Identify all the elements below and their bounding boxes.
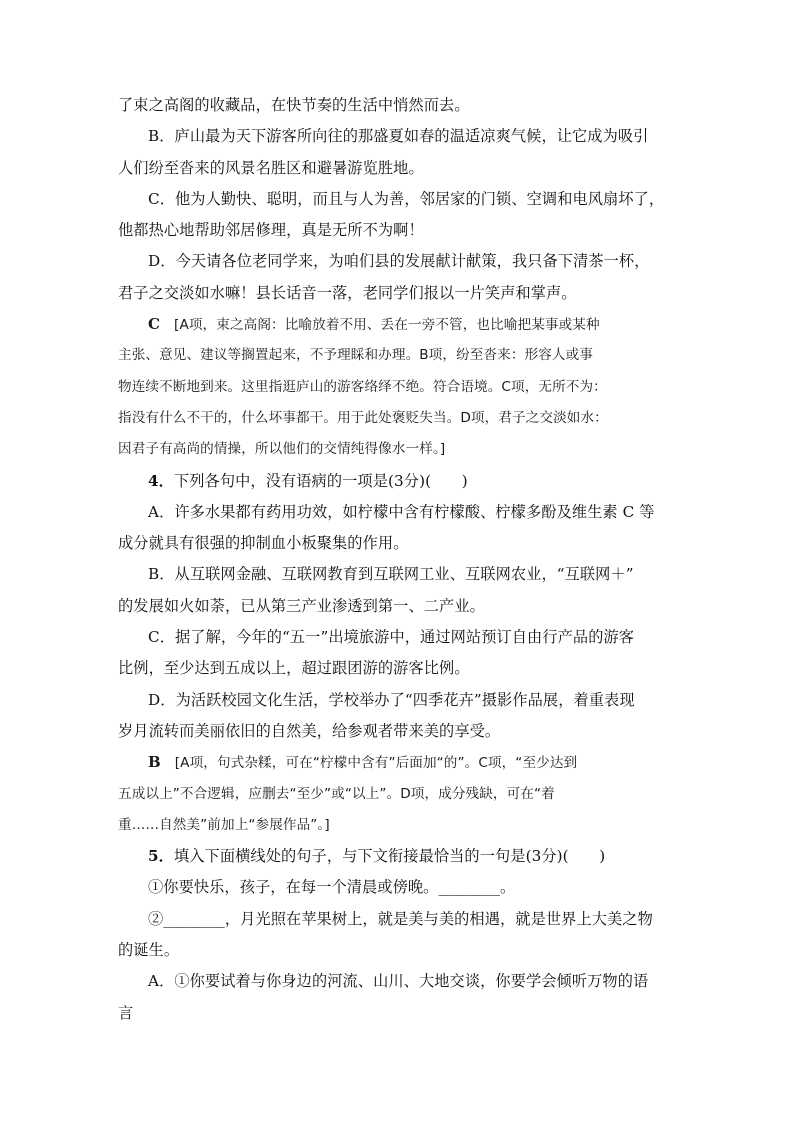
option-b-line: B．从互联网金融、互联网教育到互联网工业、互联网农业，“互联网＋”: [148, 565, 634, 584]
text-line: 人们纷至沓来的风景名胜区和避暑游览胜地。: [118, 158, 424, 177]
text-line: 的发展如火如荼，已从第三产业渗透到第一、二产业。: [118, 596, 485, 615]
question-number: 4．: [148, 471, 174, 490]
answer-key: B: [148, 753, 161, 772]
text-line: 言: [118, 1003, 134, 1022]
question-text: 下列各句中，没有语病的一项是(3分)( ): [173, 471, 468, 490]
blank-sentence-2: ②________，月光照在苹果树上，就是美与美的相遇，就是世界上大美之物: [148, 909, 653, 928]
question-number: 5．: [148, 847, 174, 866]
text-line: 君子之交淡如水嘛！县长话音一落，老同学们报以一片笑声和掌声。: [118, 283, 577, 302]
option-a-line: A．许多水果都有药用功效，如柠檬中含有柠檬酸、柠檬多酚及维生素 C 等: [148, 502, 655, 521]
text-line: 他都热心地帮助邻居修理，真是无所不为啊！: [118, 221, 424, 240]
question-text: 填入下面横线处的句子，与下文衔接最恰当的一句是(3分)( ): [173, 847, 606, 866]
explanation-line: 指没有什么不干的，什么坏事都干。用于此处褒贬失当。D项，君子之交淡如水：: [118, 409, 608, 426]
text-line: 成分就具有很强的抑制血小板聚集的作用。: [118, 534, 409, 553]
document-page: [118, 90, 678, 1029]
text-line: 的诞生。: [118, 941, 180, 960]
text-line: 了束之高阁的收藏品，在快节奏的生活中悄然而去。: [118, 96, 470, 114]
option-b-line: B．庐山最为天下游客所向往的那盛夏如春的温适凉爽气候，让它成为吸引: [148, 127, 649, 146]
explanation-line: 因君子有高尚的情操，所以他们的交情纯得像水一样。]: [118, 441, 446, 458]
answer-key: C: [148, 315, 161, 334]
explanation-line: 重……自然美”前加上“参展作品”。]: [118, 816, 330, 833]
explanation-line: 五成以上”不合逻辑，应删去“至少”或“以上”。D项，成分残缺，可在“着: [118, 785, 555, 802]
option-c-line: C．他为人勤快、聪明，而且与人为善，邻居家的门锁、空调和电风扇坏了，: [148, 189, 665, 208]
explanation-line: 物连续不断地到来。这里指逛庐山的游客络绎不绝。符合语境。C项，无所不为：: [118, 378, 607, 395]
answer-explanation-line: [118, 747, 678, 778]
option-d-line: D．今天请各位老同学来，为咱们县的发展献计献策，我只备下清茶一杯，: [148, 252, 650, 271]
explanation-text: [A项，句式杂糅，可在“柠檬中含有”后面加“的”。C项，“至少达到: [174, 755, 578, 772]
text-line: 比例，至少达到五成以上，超过跟团游的游客比例。: [118, 659, 470, 678]
explanation-text: [A项，束之高阁：比喻放着不用、丢在一旁不管，也比喻把某事或某种: [174, 317, 600, 334]
question-5-line: [118, 841, 678, 872]
explanation-line: 主张、意见、建议等搁置起来，不予理睬和办理。B项，纷至沓来：形容人或事: [118, 347, 594, 364]
text-line: 岁月流转而美丽依旧的自然美，给参观者带来美的享受。: [118, 721, 501, 740]
blank-sentence-1: ①你要快乐，孩子，在每一个清晨或傍晚。________。: [148, 878, 516, 897]
option-a-line: A．①你要试着与你身边的河流、山川、大地交谈，你要学会倾听万物的语: [148, 972, 649, 991]
option-d-line: D．为活跃校园文化生活，学校举办了“四季花卉”摄影作品展，着重表现: [148, 690, 635, 709]
question-4-line: [118, 466, 678, 497]
answer-explanation-line: [118, 309, 678, 340]
option-c-line: C．据了解，今年的“五一”出境旅游中，通过网站预订自由行产品的游客: [148, 628, 635, 647]
